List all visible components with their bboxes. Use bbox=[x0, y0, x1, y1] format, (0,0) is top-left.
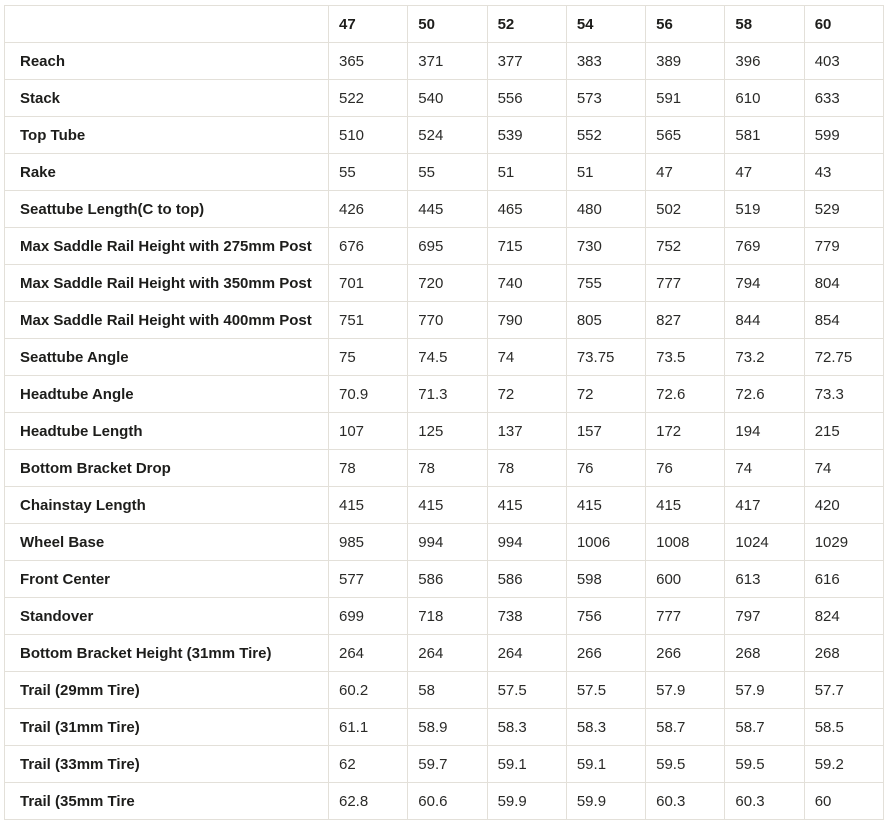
value-cell: 552 bbox=[566, 117, 645, 154]
value-cell: 60.3 bbox=[646, 783, 725, 820]
value-cell: 268 bbox=[725, 635, 804, 672]
table-row bbox=[5, 672, 884, 709]
value-cell: 524 bbox=[408, 117, 487, 154]
value-cell: 854 bbox=[804, 302, 883, 339]
value-cell: 1008 bbox=[646, 524, 725, 561]
value-cell: 59.9 bbox=[566, 783, 645, 820]
value-cell: 824 bbox=[804, 598, 883, 635]
row-label: Chainstay Length bbox=[5, 487, 329, 524]
value-cell: 718 bbox=[408, 598, 487, 635]
value-cell: 445 bbox=[408, 191, 487, 228]
table-row bbox=[5, 635, 884, 672]
value-cell: 556 bbox=[487, 80, 566, 117]
geometry-table bbox=[4, 5, 884, 820]
header-row bbox=[5, 6, 884, 43]
value-cell: 844 bbox=[725, 302, 804, 339]
value-cell: 60.3 bbox=[725, 783, 804, 820]
value-cell: 699 bbox=[329, 598, 408, 635]
value-cell: 610 bbox=[725, 80, 804, 117]
row-label: Max Saddle Rail Height with 275mm Post bbox=[5, 228, 329, 265]
value-cell: 371 bbox=[408, 43, 487, 80]
value-cell: 58.7 bbox=[646, 709, 725, 746]
value-cell: 415 bbox=[487, 487, 566, 524]
value-cell: 1024 bbox=[725, 524, 804, 561]
value-cell: 599 bbox=[804, 117, 883, 154]
table-row bbox=[5, 80, 884, 117]
value-cell: 73.5 bbox=[646, 339, 725, 376]
value-cell: 72 bbox=[487, 376, 566, 413]
value-cell: 60.2 bbox=[329, 672, 408, 709]
value-cell: 264 bbox=[408, 635, 487, 672]
row-label: Bottom Bracket Drop bbox=[5, 450, 329, 487]
table-row bbox=[5, 413, 884, 450]
value-cell: 72.75 bbox=[804, 339, 883, 376]
value-cell: 600 bbox=[646, 561, 725, 598]
value-cell: 55 bbox=[408, 154, 487, 191]
value-cell: 72.6 bbox=[725, 376, 804, 413]
table-row bbox=[5, 302, 884, 339]
value-cell: 598 bbox=[566, 561, 645, 598]
value-cell: 72.6 bbox=[646, 376, 725, 413]
value-cell: 58.5 bbox=[804, 709, 883, 746]
value-cell: 415 bbox=[646, 487, 725, 524]
value-cell: 794 bbox=[725, 265, 804, 302]
row-label: Seattube Angle bbox=[5, 339, 329, 376]
value-cell: 125 bbox=[408, 413, 487, 450]
value-cell: 78 bbox=[487, 450, 566, 487]
value-cell: 74 bbox=[804, 450, 883, 487]
size-column-header: 50 bbox=[408, 6, 487, 43]
value-cell: 426 bbox=[329, 191, 408, 228]
value-cell: 60 bbox=[804, 783, 883, 820]
corner-cell bbox=[5, 6, 329, 43]
value-cell: 264 bbox=[487, 635, 566, 672]
value-cell: 529 bbox=[804, 191, 883, 228]
value-cell: 76 bbox=[566, 450, 645, 487]
value-cell: 75 bbox=[329, 339, 408, 376]
value-cell: 59.7 bbox=[408, 746, 487, 783]
row-label: Headtube Length bbox=[5, 413, 329, 450]
value-cell: 74.5 bbox=[408, 339, 487, 376]
size-column-header: 60 bbox=[804, 6, 883, 43]
value-cell: 59.1 bbox=[566, 746, 645, 783]
value-cell: 779 bbox=[804, 228, 883, 265]
value-cell: 78 bbox=[329, 450, 408, 487]
value-cell: 51 bbox=[487, 154, 566, 191]
value-cell: 57.5 bbox=[487, 672, 566, 709]
size-column-header: 54 bbox=[566, 6, 645, 43]
value-cell: 519 bbox=[725, 191, 804, 228]
size-column-header: 58 bbox=[725, 6, 804, 43]
value-cell: 770 bbox=[408, 302, 487, 339]
value-cell: 420 bbox=[804, 487, 883, 524]
value-cell: 510 bbox=[329, 117, 408, 154]
value-cell: 58 bbox=[408, 672, 487, 709]
value-cell: 701 bbox=[329, 265, 408, 302]
value-cell: 377 bbox=[487, 43, 566, 80]
value-cell: 58.9 bbox=[408, 709, 487, 746]
value-cell: 480 bbox=[566, 191, 645, 228]
row-label: Trail (33mm Tire) bbox=[5, 746, 329, 783]
value-cell: 1029 bbox=[804, 524, 883, 561]
value-cell: 805 bbox=[566, 302, 645, 339]
table-row bbox=[5, 228, 884, 265]
size-column-header: 52 bbox=[487, 6, 566, 43]
value-cell: 804 bbox=[804, 265, 883, 302]
value-cell: 415 bbox=[408, 487, 487, 524]
value-cell: 502 bbox=[646, 191, 725, 228]
value-cell: 581 bbox=[725, 117, 804, 154]
value-cell: 417 bbox=[725, 487, 804, 524]
value-cell: 59.1 bbox=[487, 746, 566, 783]
table-row bbox=[5, 783, 884, 820]
value-cell: 396 bbox=[725, 43, 804, 80]
value-cell: 695 bbox=[408, 228, 487, 265]
table-row bbox=[5, 524, 884, 561]
value-cell: 465 bbox=[487, 191, 566, 228]
row-label: Max Saddle Rail Height with 350mm Post bbox=[5, 265, 329, 302]
table-row bbox=[5, 598, 884, 635]
value-cell: 539 bbox=[487, 117, 566, 154]
value-cell: 676 bbox=[329, 228, 408, 265]
row-label: Headtube Angle bbox=[5, 376, 329, 413]
table-row bbox=[5, 376, 884, 413]
value-cell: 74 bbox=[487, 339, 566, 376]
value-cell: 59.9 bbox=[487, 783, 566, 820]
value-cell: 172 bbox=[646, 413, 725, 450]
value-cell: 715 bbox=[487, 228, 566, 265]
value-cell: 57.9 bbox=[725, 672, 804, 709]
value-cell: 540 bbox=[408, 80, 487, 117]
row-label: Trail (35mm Tire bbox=[5, 783, 329, 820]
value-cell: 107 bbox=[329, 413, 408, 450]
value-cell: 61.1 bbox=[329, 709, 408, 746]
table-row bbox=[5, 450, 884, 487]
value-cell: 59.5 bbox=[646, 746, 725, 783]
value-cell: 266 bbox=[566, 635, 645, 672]
value-cell: 577 bbox=[329, 561, 408, 598]
table-row bbox=[5, 487, 884, 524]
value-cell: 994 bbox=[487, 524, 566, 561]
value-cell: 522 bbox=[329, 80, 408, 117]
value-cell: 591 bbox=[646, 80, 725, 117]
row-label: Rake bbox=[5, 154, 329, 191]
value-cell: 730 bbox=[566, 228, 645, 265]
value-cell: 565 bbox=[646, 117, 725, 154]
value-cell: 78 bbox=[408, 450, 487, 487]
value-cell: 194 bbox=[725, 413, 804, 450]
table-row bbox=[5, 709, 884, 746]
value-cell: 58.3 bbox=[487, 709, 566, 746]
value-cell: 586 bbox=[487, 561, 566, 598]
value-cell: 797 bbox=[725, 598, 804, 635]
value-cell: 55 bbox=[329, 154, 408, 191]
value-cell: 752 bbox=[646, 228, 725, 265]
value-cell: 62.8 bbox=[329, 783, 408, 820]
value-cell: 633 bbox=[804, 80, 883, 117]
table-row bbox=[5, 43, 884, 80]
value-cell: 1006 bbox=[566, 524, 645, 561]
value-cell: 616 bbox=[804, 561, 883, 598]
value-cell: 43 bbox=[804, 154, 883, 191]
value-cell: 383 bbox=[566, 43, 645, 80]
value-cell: 740 bbox=[487, 265, 566, 302]
table-body bbox=[5, 43, 884, 820]
value-cell: 72 bbox=[566, 376, 645, 413]
value-cell: 62 bbox=[329, 746, 408, 783]
table-row bbox=[5, 191, 884, 228]
value-cell: 403 bbox=[804, 43, 883, 80]
row-label: Max Saddle Rail Height with 400mm Post bbox=[5, 302, 329, 339]
value-cell: 71.3 bbox=[408, 376, 487, 413]
value-cell: 573 bbox=[566, 80, 645, 117]
value-cell: 755 bbox=[566, 265, 645, 302]
value-cell: 586 bbox=[408, 561, 487, 598]
value-cell: 769 bbox=[725, 228, 804, 265]
value-cell: 389 bbox=[646, 43, 725, 80]
value-cell: 58.7 bbox=[725, 709, 804, 746]
table-row bbox=[5, 561, 884, 598]
row-label: Bottom Bracket Height (31mm Tire) bbox=[5, 635, 329, 672]
value-cell: 790 bbox=[487, 302, 566, 339]
value-cell: 70.9 bbox=[329, 376, 408, 413]
row-label: Reach bbox=[5, 43, 329, 80]
value-cell: 47 bbox=[646, 154, 725, 191]
value-cell: 57.9 bbox=[646, 672, 725, 709]
value-cell: 994 bbox=[408, 524, 487, 561]
table-head bbox=[5, 6, 884, 43]
value-cell: 73.3 bbox=[804, 376, 883, 413]
value-cell: 58.3 bbox=[566, 709, 645, 746]
row-label: Standover bbox=[5, 598, 329, 635]
row-label: Seattube Length(C to top) bbox=[5, 191, 329, 228]
value-cell: 47 bbox=[725, 154, 804, 191]
value-cell: 415 bbox=[329, 487, 408, 524]
value-cell: 73.2 bbox=[725, 339, 804, 376]
value-cell: 73.75 bbox=[566, 339, 645, 376]
value-cell: 756 bbox=[566, 598, 645, 635]
value-cell: 720 bbox=[408, 265, 487, 302]
value-cell: 777 bbox=[646, 265, 725, 302]
row-label: Top Tube bbox=[5, 117, 329, 154]
row-label: Wheel Base bbox=[5, 524, 329, 561]
value-cell: 985 bbox=[329, 524, 408, 561]
value-cell: 137 bbox=[487, 413, 566, 450]
row-label: Stack bbox=[5, 80, 329, 117]
value-cell: 215 bbox=[804, 413, 883, 450]
value-cell: 57.7 bbox=[804, 672, 883, 709]
table-row bbox=[5, 117, 884, 154]
value-cell: 60.6 bbox=[408, 783, 487, 820]
table-row bbox=[5, 154, 884, 191]
value-cell: 365 bbox=[329, 43, 408, 80]
value-cell: 157 bbox=[566, 413, 645, 450]
value-cell: 76 bbox=[646, 450, 725, 487]
value-cell: 59.5 bbox=[725, 746, 804, 783]
row-label: Trail (31mm Tire) bbox=[5, 709, 329, 746]
value-cell: 751 bbox=[329, 302, 408, 339]
value-cell: 264 bbox=[329, 635, 408, 672]
value-cell: 268 bbox=[804, 635, 883, 672]
value-cell: 738 bbox=[487, 598, 566, 635]
value-cell: 777 bbox=[646, 598, 725, 635]
value-cell: 415 bbox=[566, 487, 645, 524]
value-cell: 266 bbox=[646, 635, 725, 672]
row-label: Front Center bbox=[5, 561, 329, 598]
table-row bbox=[5, 746, 884, 783]
value-cell: 51 bbox=[566, 154, 645, 191]
size-column-header: 56 bbox=[646, 6, 725, 43]
value-cell: 74 bbox=[725, 450, 804, 487]
value-cell: 827 bbox=[646, 302, 725, 339]
table-row bbox=[5, 265, 884, 302]
size-column-header: 47 bbox=[329, 6, 408, 43]
value-cell: 57.5 bbox=[566, 672, 645, 709]
value-cell: 613 bbox=[725, 561, 804, 598]
row-label: Trail (29mm Tire) bbox=[5, 672, 329, 709]
value-cell: 59.2 bbox=[804, 746, 883, 783]
table-row bbox=[5, 339, 884, 376]
